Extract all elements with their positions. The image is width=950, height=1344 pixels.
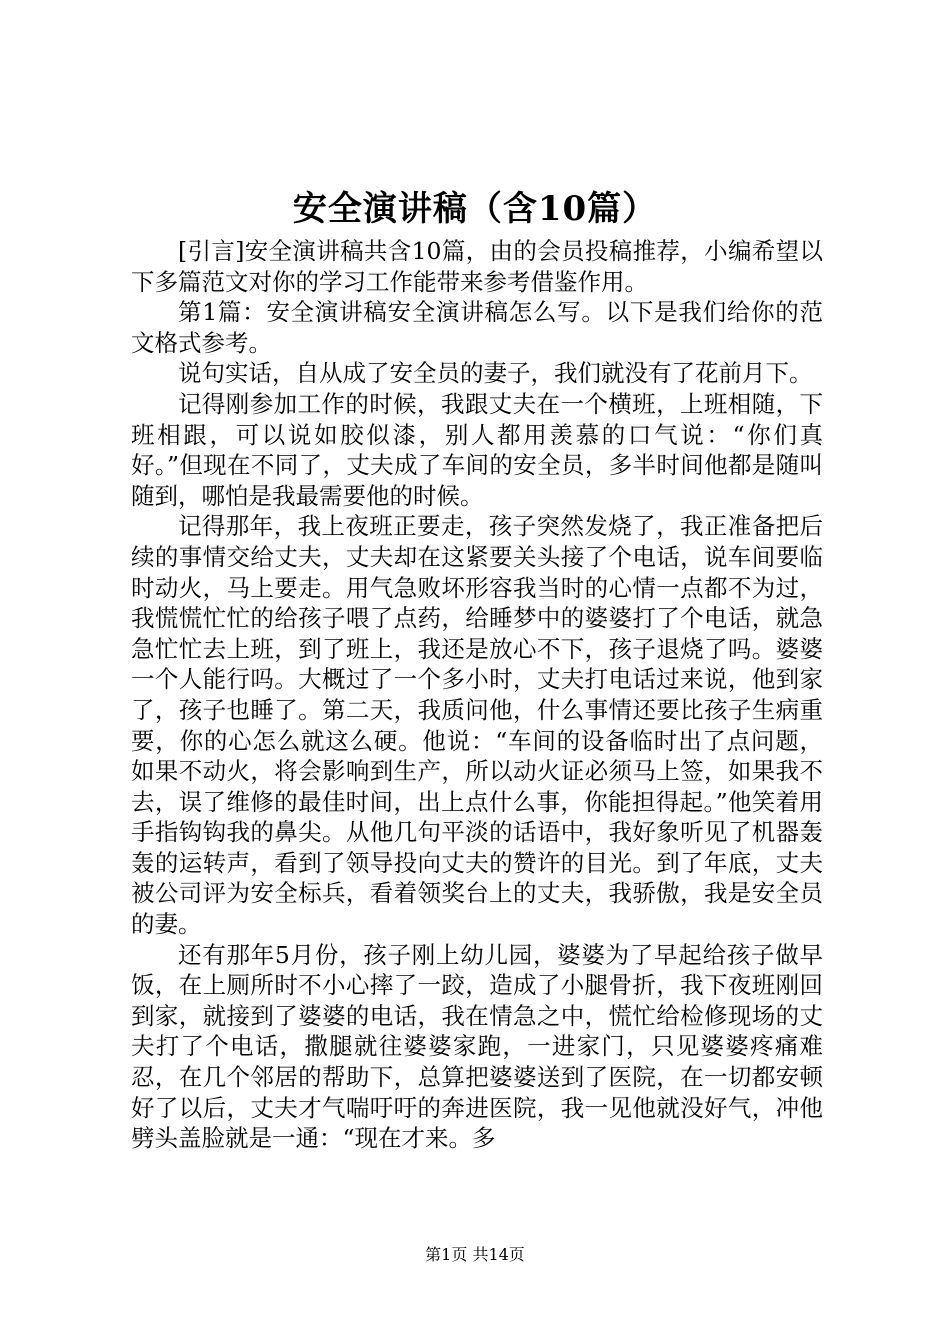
paragraph-opening: 说句实话，自从成了安全员的妻子，我们就没有了花前月下。	[178, 359, 813, 388]
page-footer: 第1页 共14页	[425, 1245, 525, 1264]
document-title: 安全演讲稿（含10篇）	[292, 189, 658, 229]
document-body	[131, 236, 823, 1154]
paragraph-night-shift: 记得那年，我上夜班正要走，孩子突然发烧了，我正准备把后续的事情交给丈夫，丈夫却在这紧要关头接了个电话，说车间要临时动火，马上要走。用气急败坏形容我当时的心情一点都不为过，我慌慌忙忙的给孩子喂了点药，给睡梦中的婆婆打了个电话，就急急忙忙去上班，到了班上，我还是放心不下，孩子退烧了吗。婆婆一个人能行吗。大概过了一个多小时，丈夫打电话过来说，他到家了，孩子也睡了。第二天，我质问他，什么事情还要比孩子生病重要，你的心怎么就这么硬。他说：“车间的设备临时出了点问题，如果不动火，将会影响到生产，所以动火证必须马上签，如果我不去，误了维修的最佳时间，出上点什么事，你能担得起。”他笑着用手指钩钩我的鼻尖。从他几句平淡的话语中，我好象听见了机器轰轰的运转声，看到了领导投向丈夫的赞许的目光。到了年底，丈夫被公司评为安全标兵，看着领奖台上的丈夫，我骄傲，我是安全员的妻。	[131, 512, 823, 939]
paragraph-memory-work: 记得刚参加工作的时候，我跟丈夫在一个横班，上班相随，下班相跟，可以说如胶似漆，别人都用羡慕的口气说：“你们真好。”但现在不同了，丈夫成了车间的安全员，多半时间他都是随叫随到，哪怕是我最需要他的时候。	[131, 389, 823, 510]
paragraph-first-article: 第1篇：安全演讲稿安全演讲稿怎么写。以下是我们给你的范文格式参考。	[131, 298, 823, 357]
paragraph-intro: [引言]安全演讲稿共含10篇，由的会员投稿推荐，小编希望以下多篇范文对你的学习工作能带来参考借鉴作用。	[131, 237, 823, 296]
paragraph-may-story: 还有那年5月份，孩子刚上幼儿园，婆婆为了早起给孩子做早饭，在上厕所时不小心摔了一跤，造成了小腿骨折，我下夜班刚回到家，就接到了婆婆的电话，我在情急之中，慌忙给检修现场的丈夫打了个电话，撒腿就往婆婆家跑，一进家门，只见婆婆疼痛难忍，在几个邻居的帮助下，总算把婆婆送到了医院，在一切都安顿好了以后，丈夫才气喘吁吁的奔进医院，我一见他就没好气，冲他劈头盖脸就是一通：“现在才来。多	[131, 940, 823, 1153]
